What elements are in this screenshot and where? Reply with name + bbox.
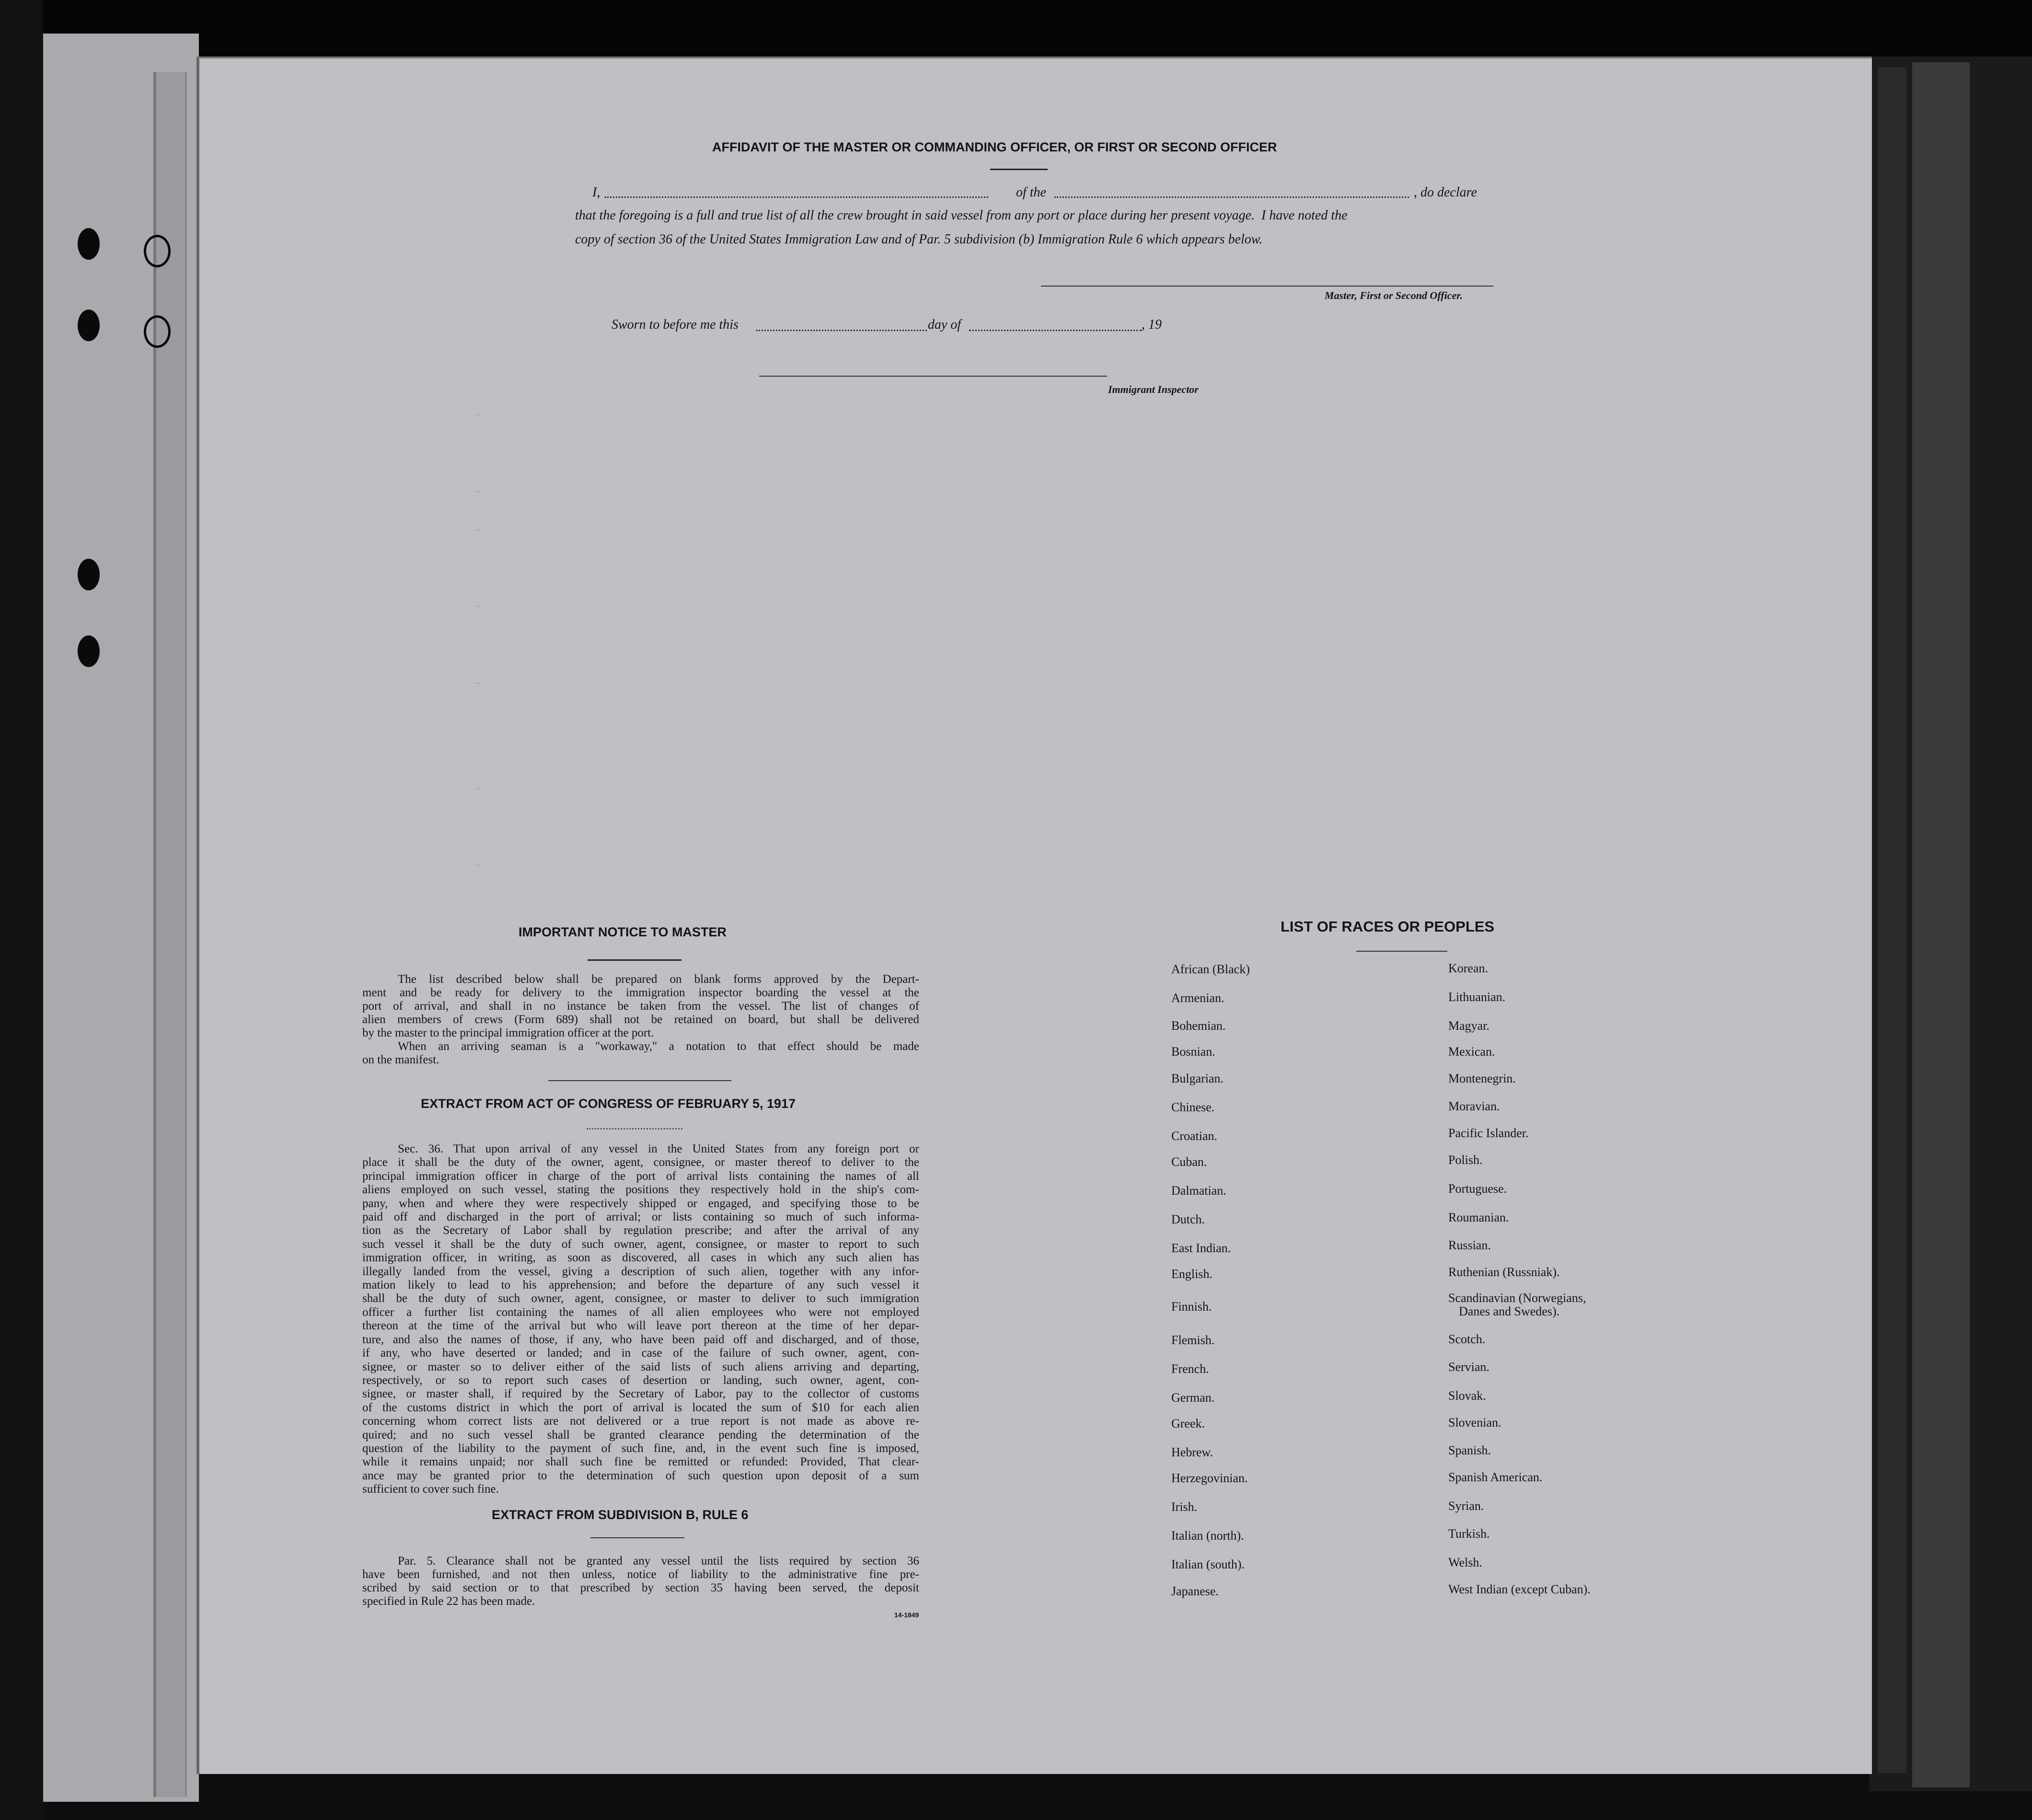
act-line: question of the liability to the payment of such fine, and, in the event such fine is imposed, bbox=[362, 1441, 919, 1455]
notice-line: by the master to the principal immigration officer at the port. bbox=[362, 1026, 654, 1039]
inspector-signature-line[interactable] bbox=[759, 376, 1107, 377]
race-item: Bulgarian. bbox=[1171, 1071, 1224, 1085]
race-item: Irish. bbox=[1171, 1500, 1198, 1514]
race-item: Ruthenian (Russniak). bbox=[1448, 1265, 1560, 1279]
race-item: Korean. bbox=[1448, 961, 1489, 975]
film-border-top bbox=[0, 0, 2032, 58]
race-item: Syrian. bbox=[1448, 1499, 1484, 1513]
inspector-label: Immigrant Inspector bbox=[1108, 383, 1199, 395]
act-line: ance may be granted prior to the determination of such question upon deposit of a sum bbox=[362, 1469, 919, 1482]
title-divider bbox=[990, 169, 1048, 170]
right-dark-strip-2 bbox=[1912, 62, 1970, 1787]
act-line: illegally landed from the vessel, giving a description of such alien, together with any infor- bbox=[362, 1265, 919, 1278]
act-line: while it remains unpaid; nor shall such fine be remitted or refunded: Provided, That clear- bbox=[362, 1455, 919, 1469]
rule-line: specified in Rule 22 has been made. bbox=[362, 1595, 535, 1608]
affidavit-i: I, bbox=[592, 185, 600, 200]
race-item: Flemish. bbox=[1171, 1333, 1215, 1347]
sworn-month-blank[interactable] bbox=[969, 330, 1142, 331]
race-item: Dutch. bbox=[1171, 1212, 1205, 1226]
act-line: such vessel it shall be the duty of such owner, agent, consignee, or master to report to such bbox=[362, 1237, 919, 1251]
act-line: signee, or master shall, if required by the Secretary of Labor, pay to the collector of customs bbox=[362, 1387, 919, 1401]
bleed-through-dash: – bbox=[474, 857, 482, 871]
races-title: LIST OF RACES OR PEOPLES bbox=[1281, 918, 1495, 935]
race-item: Bosnian. bbox=[1171, 1045, 1215, 1059]
race-item: Italian (north). bbox=[1171, 1529, 1244, 1543]
act-line: concerning whom correct lists are not delivered or a true report is not made as above re- bbox=[362, 1415, 919, 1428]
notice-line: port of arrival, and shall in no instance be taken from the vessel. The list of changes of bbox=[362, 1000, 919, 1013]
film-border-left bbox=[0, 0, 43, 1820]
race-item: Italian (south). bbox=[1171, 1557, 1245, 1571]
race-item: Cuban. bbox=[1171, 1155, 1207, 1169]
act-line: Sec. 36. That upon arrival of any vessel in the United States from any foreign port or bbox=[398, 1142, 919, 1155]
race-item: Montenegrin. bbox=[1448, 1071, 1516, 1085]
sworn-text: Sworn to before me this bbox=[612, 317, 739, 332]
punch-hole bbox=[78, 228, 100, 260]
race-item: Japanese. bbox=[1171, 1584, 1219, 1598]
race-item: Hebrew. bbox=[1171, 1445, 1213, 1459]
act-line: mation likely to lead to his apprehension; and before the departure of any such vessel it bbox=[362, 1279, 919, 1292]
race-item: Mexican. bbox=[1448, 1045, 1495, 1059]
bleed-through-dash: – bbox=[474, 598, 482, 612]
bleed-through-dash: – bbox=[474, 483, 482, 497]
race-item: West Indian (except Cuban). bbox=[1448, 1582, 1591, 1596]
notice-line: ment and be ready for delivery to the immigration inspector boarding the vessel at the bbox=[362, 986, 919, 999]
act-line: respectively, or so to report such cases of desertion or landing, such owner, agent, con- bbox=[362, 1373, 919, 1387]
race-item: Dalmatian. bbox=[1171, 1184, 1226, 1198]
affidavit-of-the: of the bbox=[1016, 185, 1046, 200]
sworn-day-of: day of bbox=[928, 317, 961, 332]
bleed-through-dash: – bbox=[474, 521, 482, 536]
notice-text bbox=[362, 973, 919, 1067]
vessel-blank-line[interactable] bbox=[1054, 196, 1409, 198]
act-line: paid off and discharged in the port of arrival; or lists containing so much of such informa- bbox=[362, 1210, 919, 1224]
race-item: Portuguese. bbox=[1448, 1182, 1507, 1196]
act-title: EXTRACT FROM ACT OF CONGRESS OF FEBRUARY 5, 1917 bbox=[421, 1096, 796, 1111]
rule-title: EXTRACT FROM SUBDIVISION B, RULE 6 bbox=[492, 1508, 749, 1522]
act-line: tion as the Secretary of Labor shall by regulation prescribe; and after the arrival of any bbox=[362, 1224, 919, 1237]
race-item: Danes and Swedes). bbox=[1459, 1304, 1560, 1318]
race-item: Servian. bbox=[1448, 1360, 1489, 1374]
signature-label: Master, First or Second Officer. bbox=[1325, 289, 1463, 301]
act-line: immigration officer, in writing, as soon as discovered, all cases in which any such alien has bbox=[362, 1251, 919, 1265]
races-divider bbox=[1356, 951, 1447, 952]
race-item: Russian. bbox=[1448, 1238, 1491, 1252]
race-item: Slovak. bbox=[1448, 1389, 1486, 1403]
act-line: officer a further list containing the names of all alien employees who were not employed bbox=[362, 1305, 919, 1319]
act-line: quired; and no such vessel shall be granted clearance pending the determination of the bbox=[362, 1428, 919, 1441]
race-item: Armenian. bbox=[1171, 991, 1224, 1005]
left-punched-strip bbox=[43, 34, 199, 1802]
sworn-year: , 19 bbox=[1142, 317, 1162, 332]
race-item: Polish. bbox=[1448, 1153, 1483, 1167]
act-line: signee, or master so to deliver either of the said lists of such aliens arriving and departing, bbox=[362, 1360, 919, 1373]
act-line: pany, when and where they were respectively shipped or engaged, and specifying those to be bbox=[362, 1197, 919, 1210]
form-number: 14-1849 bbox=[894, 1611, 919, 1619]
act-line: of the customs district in which the port of arrival is located the sum of $10 for each alien bbox=[362, 1401, 919, 1414]
race-item: Magyar. bbox=[1448, 1019, 1489, 1033]
race-item: Chinese. bbox=[1171, 1100, 1215, 1114]
act-divider bbox=[587, 1128, 682, 1129]
act-line: shall be the duty of such owner, agent, consignee, or master to deliver to such immigration bbox=[362, 1292, 919, 1305]
rule-line: have been furnished, and not then unless, notice of liability to the administrative fine pre- bbox=[362, 1568, 919, 1581]
race-item: Herzegovinian. bbox=[1171, 1471, 1248, 1485]
notice-line: The list described below shall be prepared on blank forms approved by the Depart- bbox=[398, 973, 919, 986]
bleed-through-dash: – bbox=[474, 780, 482, 795]
rule-line: Par. 5. Clearance shall not be granted any vessel until the lists required by section 36 bbox=[398, 1555, 919, 1567]
rule-text bbox=[362, 1555, 919, 1608]
notice-line: on the manifest. bbox=[362, 1053, 439, 1066]
race-item: Greek. bbox=[1171, 1417, 1205, 1430]
affidavit-title: AFFIDAVIT OF THE MASTER OR COMMANDING OFFICER, OR FIRST OR SECOND OFFICER bbox=[712, 140, 1277, 154]
act-text bbox=[362, 1142, 919, 1497]
race-item: Slovenian. bbox=[1448, 1416, 1501, 1429]
punch-hole bbox=[78, 635, 100, 667]
act-line: sufficient to cover such fine. bbox=[362, 1483, 499, 1496]
race-item: Lithuanian. bbox=[1448, 990, 1506, 1004]
race-item: East Indian. bbox=[1171, 1241, 1231, 1255]
affidavit-do-declare: , do declare bbox=[1414, 185, 1477, 200]
race-item: Scotch. bbox=[1448, 1332, 1486, 1346]
name-blank-line[interactable] bbox=[605, 196, 988, 198]
notice-title: IMPORTANT NOTICE TO MASTER bbox=[519, 925, 727, 939]
sworn-day-blank[interactable] bbox=[756, 330, 927, 331]
race-item: Welsh. bbox=[1448, 1555, 1482, 1569]
act-line: if any, who have deserted or landed; and in case of the failure of such owner, agent, con- bbox=[362, 1347, 919, 1360]
race-item: French. bbox=[1171, 1362, 1209, 1376]
race-item: Scandinavian (Norwegians, bbox=[1448, 1291, 1586, 1305]
race-item: Spanish American. bbox=[1448, 1470, 1543, 1484]
race-item: German. bbox=[1171, 1391, 1215, 1405]
punch-hole-outline bbox=[144, 315, 171, 348]
punch-hole bbox=[78, 310, 100, 341]
rule-line: scribed by said section or to that prescribed by section 35 having been served, the deposit bbox=[362, 1581, 919, 1594]
act-line: ture, and also the names of those, if any, who have been paid off and discharged, and of those, bbox=[362, 1333, 919, 1346]
affidavit-line2: that the foregoing is a full and true list of all the crew brought in said vessel from any port or place during her present voyage. I have noted the bbox=[575, 208, 1348, 223]
notice-line: alien members of crews (Form 689) shall not be retained on board, but shall be delivered bbox=[362, 1013, 919, 1026]
notice-line: When an arriving seaman is a "workaway," a notation to that effect should be made bbox=[398, 1040, 919, 1053]
notice-divider bbox=[588, 959, 681, 961]
signature-line[interactable] bbox=[1041, 286, 1493, 287]
race-item: Turkish. bbox=[1448, 1527, 1490, 1541]
race-item: Bohemian. bbox=[1171, 1019, 1226, 1033]
right-dark-strip bbox=[1878, 67, 1906, 1773]
affidavit-line3: copy of section 36 of the United States Immigration Law and of Par. 5 subdivision (b) Immigration Rule 6 which appears below. bbox=[575, 232, 1263, 247]
bleed-through-dash: – bbox=[474, 406, 482, 421]
race-item: African (Black) bbox=[1171, 962, 1250, 976]
rule-divider bbox=[590, 1537, 684, 1538]
race-item: Roumanian. bbox=[1448, 1210, 1509, 1224]
section-divider bbox=[548, 1080, 731, 1081]
act-line: place it shall be the duty of the owner, agent, consignee, or master thereof to deliver to the bbox=[362, 1156, 919, 1169]
race-item: Croatian. bbox=[1171, 1129, 1218, 1143]
act-line: thereon at the time of the arrival but who will leave port thereon at the time of her depar- bbox=[362, 1319, 919, 1333]
race-item: Pacific Islander. bbox=[1448, 1126, 1529, 1140]
race-item: English. bbox=[1171, 1267, 1212, 1281]
act-line: principal immigration officer in charge of the port of arrival lists containing the names of all bbox=[362, 1169, 919, 1183]
punch-hole bbox=[78, 559, 100, 590]
act-line: aliens employed on such vessel, stating the positions they respectively hold in the ship's com- bbox=[362, 1183, 919, 1197]
bleed-through-dash: – bbox=[474, 675, 482, 689]
punch-hole-outline bbox=[144, 235, 171, 267]
race-item: Finnish. bbox=[1171, 1300, 1212, 1313]
race-item: Moravian. bbox=[1448, 1099, 1500, 1113]
document-page bbox=[196, 57, 1872, 1774]
race-item: Spanish. bbox=[1448, 1443, 1491, 1457]
